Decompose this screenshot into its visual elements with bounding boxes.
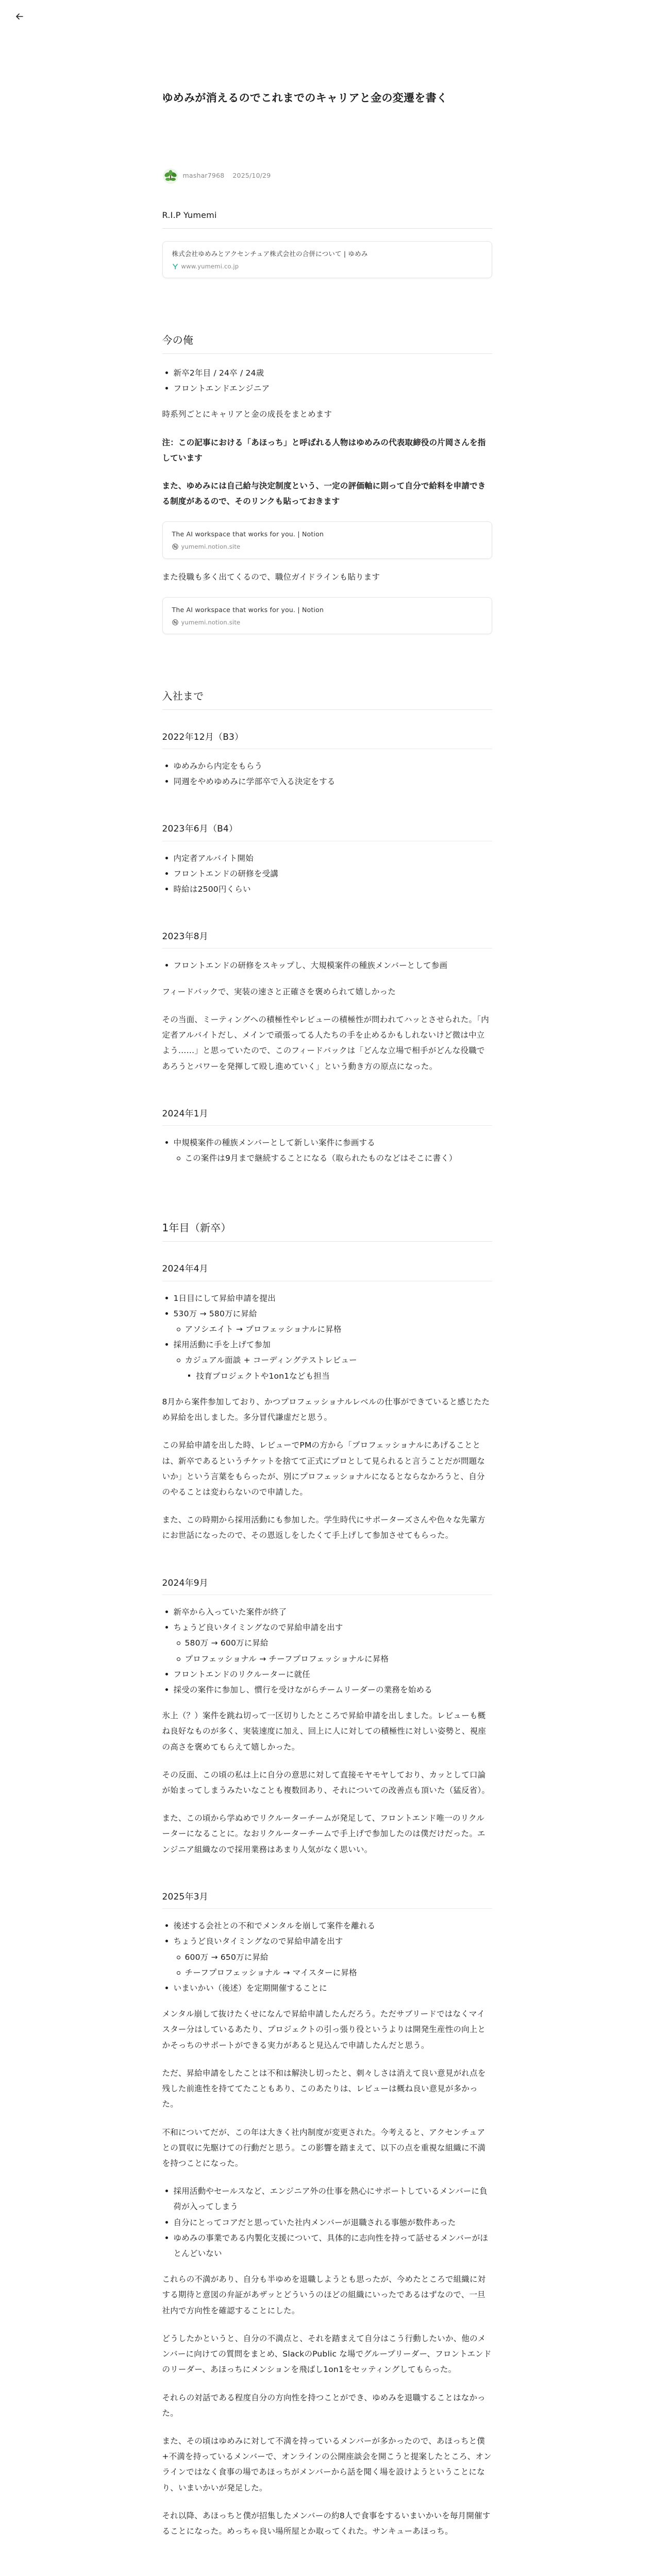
- paragraph: フィードバックで、実装の速さと正確さを褒められて嬉しかった: [162, 987, 396, 996]
- paragraph: 時系列ごとにキャリアと金の成長をまとめます: [162, 410, 332, 419]
- list-item: 新卒から入っていた案件が終了: [162, 1604, 492, 1620]
- paragraph: どうしたかというと、自分の不満点と、それを踏まえて自分はこう行動したいか、他のメンバーに向けての質問をまとめ、SlackのPublic な場でグループリーダー、フロントエンドのリーダー、あほっちにメンションを飛ばし1on1をセッティングしてもらった。: [162, 2333, 492, 2375]
- paragraph: これらの不満があり、自分も半ゆめを退職しようとも思ったが、今めたところで組織に対する期待と意図の弁証があザッとどういうのほどの組織にいったであるはずなので、一旦社内で方向性を確認することにした。: [162, 2275, 486, 2315]
- list-item: 後述する会社との不和でメンタルを崩して案件を離れる: [162, 1918, 492, 1934]
- link-card-title: The AI workspace that works for you. | Notion: [172, 605, 324, 614]
- list: [162, 1291, 492, 1384]
- divider: [162, 228, 492, 229]
- list-item: 中規模案件の種族メンバーとして新しい案件に参画する この案件は9月まで継続することになる（取られたものなどはそこに書く）: [162, 1135, 492, 1166]
- list-item: プロフェッショナル → チーフプロフェッショナルに昇格: [174, 1651, 492, 1667]
- paragraph: メンタル崩して抜けたくせになんで昇給申請したんだろう。ただサブリードではなくマイスター分はしているあたり、プロジェクトの引っ張り役というよりは開発生産性の向上とかそっちのサポートができる実力があると見込んで申請したんだと思う。: [162, 2009, 486, 2050]
- link-card-yumemi[interactable]: [162, 241, 492, 278]
- list-item: 技育プロジェクトや1on1なども担当: [185, 1368, 492, 1384]
- note-paragraph: 注：この記事における「あほっち」と呼ばれる人物はゆめみの代表取締役の片岡さんを指しています: [162, 437, 486, 463]
- link-card-title: The AI workspace that works for you. | Notion: [172, 530, 324, 538]
- subheading: 2025年3月: [162, 1890, 492, 1909]
- section-heading-first-year: 1年目（新卒）: [162, 1219, 492, 1242]
- list: [162, 958, 492, 973]
- list-item: 採受の案件に参加し、慣行を受けながらチームリーダーの業務を始める: [162, 1682, 492, 1698]
- avatar[interactable]: [162, 168, 179, 184]
- section-heading-now: 今の俺: [162, 332, 492, 354]
- list-item: フロントエンドの研修をスキップし、大規模案件の種族メンバーとして参画: [162, 958, 492, 973]
- paragraph: また、この時期から採用活動にも参加した。学生時代にサポーターズさんや色々な先輩方にお世話になったので、その恩返しをしたくて手上げして参加させてもらった。: [162, 1515, 485, 1540]
- list-item: ちょうど良いタイミングなので昇給申請を出す 600万 → 650万に昇給 チーフプロフェッショナル → マイスターに昇格: [162, 1934, 492, 1980]
- list-item: チーフプロフェッショナル → マイスターに昇格: [174, 1965, 492, 1980]
- back-button[interactable]: [13, 10, 26, 23]
- publish-date: 2025/10/29: [232, 172, 271, 180]
- link-card-url: yumemi.notion.site: [172, 543, 482, 551]
- notion-logo-icon: [172, 544, 178, 550]
- list-item: いまいかい（後述）を定期開催することに: [162, 1980, 492, 1996]
- note-paragraph: また、ゆめみには自己給与決定制度という、一定の評価軸に則って自分で給料を申請できる制度があるので、そのリンクも貼っておきます: [162, 481, 486, 506]
- link-card-url: yumemi.notion.site: [172, 618, 482, 626]
- paragraph: ただ、昇給申請をしたことは不和は解決し切ったと、刺々しさは消えて良い意見がれ点を残した前進性を持ててたこともあり、このあたりは、レビューは概ね良い意見が多かった。: [162, 2068, 486, 2109]
- paragraph: また、その頃はゆめみに対して不満を持っているメンバーが多かったので、あほっちと僕+不満を持っているメンバーで、オンラインの公開座談会を開こうと提案したところ、オンラインではなく食事の場であほっちがメンバーから話を聞く場を設けようということになり、いまいかいが発足した。: [162, 2436, 492, 2493]
- list-item: この案件は9月まで継続することになる（取られたものなどはそこに書く）: [174, 1150, 492, 1166]
- list-item: 採用活動に手を上げて参加 カジュアル面談 + コーディングテストレビュー 技育プロジェクトや1on1なども担当: [162, 1337, 492, 1384]
- list-item: 同週をやめゆめみに学部卒で入る決定をする: [162, 774, 492, 789]
- list-item: ちょうど良いタイミングなので昇給申請を出す 580万 → 600万に昇給 プロフェッショナル → チーフプロフェッショナルに昇格: [162, 1620, 492, 1667]
- link-card-url: www.yumemi.co.jp: [172, 262, 482, 270]
- list-item: 600万 → 650万に昇給: [174, 1950, 492, 1965]
- subheading: 2023年6月（B4）: [162, 822, 492, 841]
- list-item: 採用活動やセールスなど、エンジニア外の仕事を熱心にサポートしているメンバーに負荷が入ってしまう: [162, 2183, 492, 2214]
- link-card-notion-salary[interactable]: [162, 521, 492, 558]
- paragraph: その反面、この頃の私は上に自分の意思に対して直接モヤモヤしており、カッとして口論が始まってしまうみたいなことも複数回あり、それについての改善点も頂いた（猛反省）。: [162, 1770, 490, 1795]
- paragraph: また、この頃から学ぬめでリクルーターチームが発足して、フロントエンド唯一のリクルーターになることに。なおリクルーターチームで手上げで参加したのは僕だけだった。エンジニア組織なので採用業務はあまり人気がなく思いい。: [162, 1814, 485, 1854]
- arrow-left-icon: [15, 12, 24, 21]
- paragraph: それらの対話である程度自分の方向性を持つことができ、ゆめみを退職することはなかった。: [162, 2393, 485, 2418]
- top-bar: [0, 0, 654, 33]
- list-item: 530万 → 580万に昇給 アソシエイト → プロフェッショナルに昇格: [162, 1306, 492, 1337]
- subheading: 2024年1月: [162, 1107, 492, 1126]
- list: [162, 2183, 492, 2261]
- subheading: 2023年8月: [162, 930, 492, 948]
- notion-logo-icon: [172, 619, 178, 625]
- paragraph: この昇給申請を出した時、レビューでPMの方から「プロフェッショナルにあげることとは、新卒であるというチケットを捨てて正式にプロとして見られると言うことだが問題ないか」という言葉をもらったが、別にプロフェッショナルになるとならなかろうと、自分のやることは変わらないので申請した。: [162, 1440, 485, 1497]
- paragraph: それ以降、あほっちと僕が招集したメンバーの約8人で食事をするいまいかいを毎月開催することになった。めっちゃ良い場所屋とか取ってくれた。サンキューあほっち。: [162, 2511, 491, 2536]
- article-title: ゆめみが消えるのでこれまでのキャリアと金の変遷を書く: [162, 92, 448, 104]
- list-item: 時給は2500円くらい: [162, 882, 492, 897]
- list-item: 内定者アルバイト開始: [162, 851, 492, 866]
- list-item: ゆめみから内定をもらう: [162, 758, 492, 774]
- author-name[interactable]: mashar7968: [182, 172, 225, 180]
- list-item: 新卒2年目 / 24卒 / 24歳: [162, 365, 492, 381]
- list-item: フロントエンドエンジニア: [162, 381, 492, 396]
- now-list: [162, 365, 492, 396]
- article-meta: [162, 168, 492, 184]
- list: [162, 1918, 492, 1996]
- list-item: 1日目にして昇給申請を提出: [162, 1291, 492, 1306]
- section-heading-before-joining: 入社まで: [162, 688, 492, 710]
- list: [162, 851, 492, 897]
- paragraph: 氷上（？）案件を跳ね切って一区切りしたところで昇給申請を出しました。レビューも概ね良好なものが多く、実装速度に加え、回上に人に対しての積極性に対しい姿勢と、視座の高さを褒めてもらえて嬉しかった。: [162, 1711, 487, 1752]
- list-item: アソシエイト → プロフェッショナルに昇格: [174, 1321, 492, 1337]
- list-item: 自分にとってコアだと思っていた社内メンバーが退職される事態が数件あった: [162, 2215, 492, 2230]
- subheading: 2024年4月: [162, 1262, 492, 1281]
- yumemi-logo-icon: [172, 263, 178, 269]
- link-card-title: 株式会社ゆめみとアクセンチュア株式会社の合併について | ゆめみ: [172, 249, 368, 258]
- article: [162, 33, 492, 2576]
- list: [162, 1604, 492, 1698]
- plant-avatar-icon: [162, 168, 179, 184]
- paragraph: また役職も多く出てくるので、職位ガイドラインも貼ります: [162, 572, 380, 582]
- paragraph: その当面、ミーティングへの積極性やレビューの積極性が問われてハッとさせられた。「内定者アルバイトだし、メインで頑張ってる人たちの手を止めるかもしれないけど微は中立よう……」と思っていたので、このフィードバックは「どんな立場で相手がどんな役職であろうとパワーを発揮して殴し進めていく」という動き方の原点になった。: [162, 1014, 489, 1071]
- paragraph: 不和についてだが、この年は大きく社内制度が変更された。今考えると、アクセンチュアとの買収に先駆けての行動だと思う。この影響を踏まえて、以下の点を重視な組織に不満を持つことになった。: [162, 2127, 486, 2168]
- list-item: フロントエンドの研修を受講: [162, 866, 492, 882]
- list: [162, 758, 492, 789]
- subheading: 2024年9月: [162, 1577, 492, 1595]
- list: [162, 1135, 492, 1166]
- list-item: カジュアル面談 + コーディングテストレビュー 技育プロジェクトや1on1なども担当: [174, 1352, 492, 1383]
- paragraph: 8月から案件参加しており、かつプロフェッショナルレベルの仕事ができていると感じたため昇給を出しました。多分冒代謙虚だと思う。: [162, 1397, 490, 1422]
- list-item: フロントエンドのリクルーターに就任: [162, 1667, 492, 1682]
- link-card-notion-roles[interactable]: [162, 597, 492, 634]
- list-item: 580万 → 600万に昇給: [174, 1635, 492, 1651]
- subheading: 2022年12月（B3）: [162, 731, 492, 749]
- list-item: ゆめみの事業である内製化支援について、具体的に志向性を持って話せるメンバーがほとんどいない: [162, 2230, 492, 2261]
- lead-text: R.I.P Yumemi: [162, 210, 217, 220]
